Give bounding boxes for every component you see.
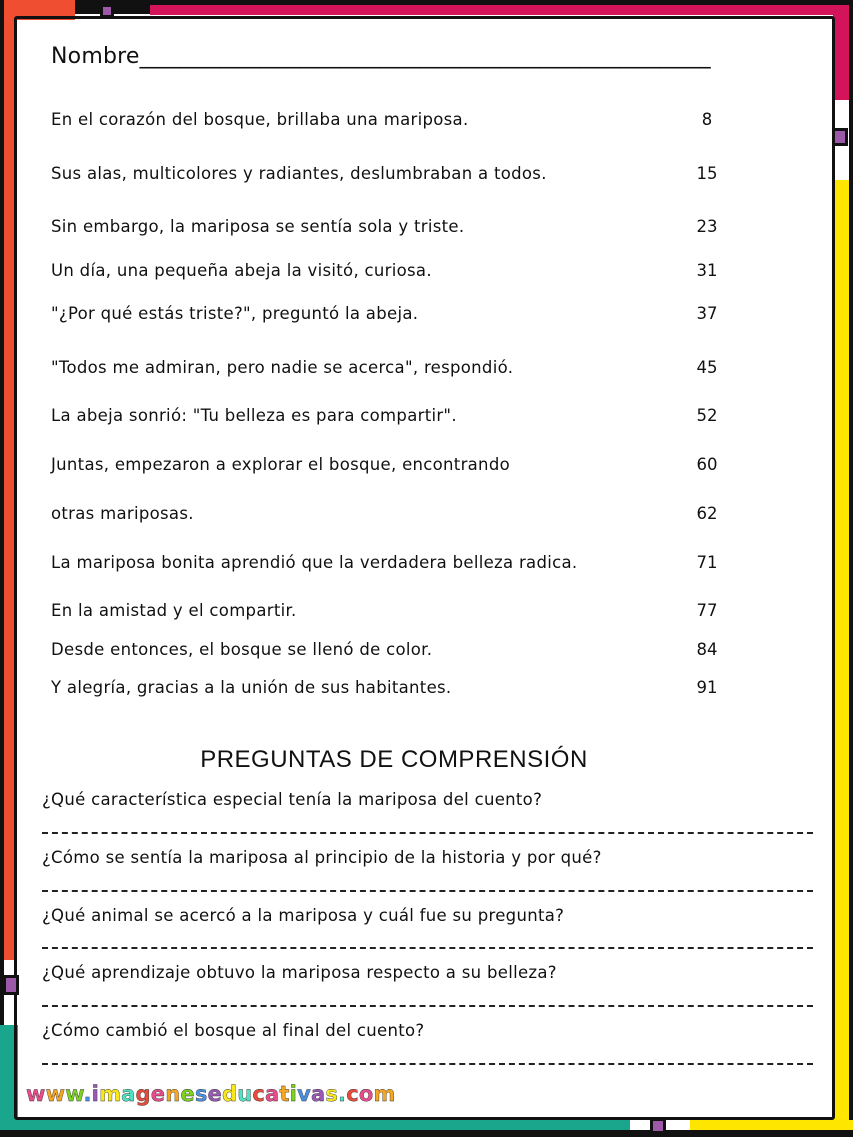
word-count: 91: [696, 678, 718, 697]
story-line-text: Y alegría, gracias a la unión de sus habitantes.: [51, 678, 452, 697]
name-blank-line: _________________________________________________________: [139, 44, 710, 69]
answer-line[interactable]: [42, 947, 813, 949]
story-line: [51, 164, 751, 188]
question: ¿Cómo se sentía la mariposa al principio de la historia y por qué?: [42, 848, 602, 867]
story-line-text: Un día, una pequeña abeja la visitó, curiosa.: [51, 261, 432, 280]
word-count: 77: [696, 601, 718, 620]
story-line-text: En la amistad y el compartir.: [51, 601, 297, 620]
word-count: 45: [696, 358, 718, 377]
word-count: 60: [696, 455, 718, 474]
story-line: [51, 406, 751, 430]
watermark: [26, 1082, 396, 1106]
word-count: 37: [696, 304, 718, 323]
story-line-text: Desde entonces, el bosque se llenó de color.: [51, 640, 433, 659]
story-line: [51, 304, 751, 328]
story-line: [51, 553, 751, 577]
story-line-text: La mariposa bonita aprendió que la verdadera belleza radica.: [51, 553, 578, 572]
name-label: Nombre: [51, 44, 140, 69]
answer-line[interactable]: [42, 832, 813, 834]
word-count: 84: [696, 640, 718, 659]
question: ¿Qué animal se acercó a la mariposa y cuál fue su pregunta?: [42, 906, 565, 925]
watermark-text: www.imageneseducativas.com: [26, 1082, 396, 1106]
question: ¿Qué aprendizaje obtuvo la mariposa respecto a su belleza?: [42, 963, 557, 982]
word-count: 8: [701, 110, 713, 129]
answer-line[interactable]: [42, 1005, 813, 1007]
answer-line[interactable]: [42, 1063, 813, 1065]
story-line: [51, 358, 751, 382]
story-line: [51, 455, 751, 479]
word-count: 62: [696, 504, 718, 523]
story-line-text: otras mariposas.: [51, 504, 194, 523]
answer-line[interactable]: [42, 890, 813, 892]
word-count: 52: [696, 406, 718, 425]
story-line: [51, 640, 751, 664]
story-line-text: Sus alas, multicolores y radiantes, deslumbraban a todos.: [51, 164, 547, 183]
word-count: 31: [696, 261, 718, 280]
story-line-text: La abeja sonrió: "Tu belleza es para compartir".: [51, 406, 457, 425]
story-line-text: Juntas, empezaron a explorar el bosque, encontrando: [51, 455, 510, 474]
question: ¿Qué característica especial tenía la mariposa del cuento?: [42, 790, 543, 809]
story-line: [51, 110, 751, 134]
word-count: 23: [696, 217, 718, 236]
story-line: [51, 678, 751, 702]
section-title: PREGUNTAS DE COMPRENSIÓN: [200, 746, 588, 773]
question: ¿Cómo cambió el bosque al final del cuento?: [42, 1021, 425, 1040]
story-line-text: Sin embargo, la mariposa se sentía sola y triste.: [51, 217, 465, 236]
story-line-text: En el corazón del bosque, brillaba una mariposa.: [51, 110, 469, 129]
name-field[interactable]: [51, 44, 741, 69]
word-count: 71: [696, 553, 718, 572]
story-line: [51, 601, 751, 625]
story-line: [51, 261, 751, 285]
story-line: [51, 217, 751, 241]
word-count: 15: [696, 164, 718, 183]
story-line-text: "Todos me admiran, pero nadie se acerca", respondió.: [51, 358, 514, 377]
story-line-text: "¿Por qué estás triste?", preguntó la abeja.: [51, 304, 419, 323]
story-line: [51, 504, 751, 528]
